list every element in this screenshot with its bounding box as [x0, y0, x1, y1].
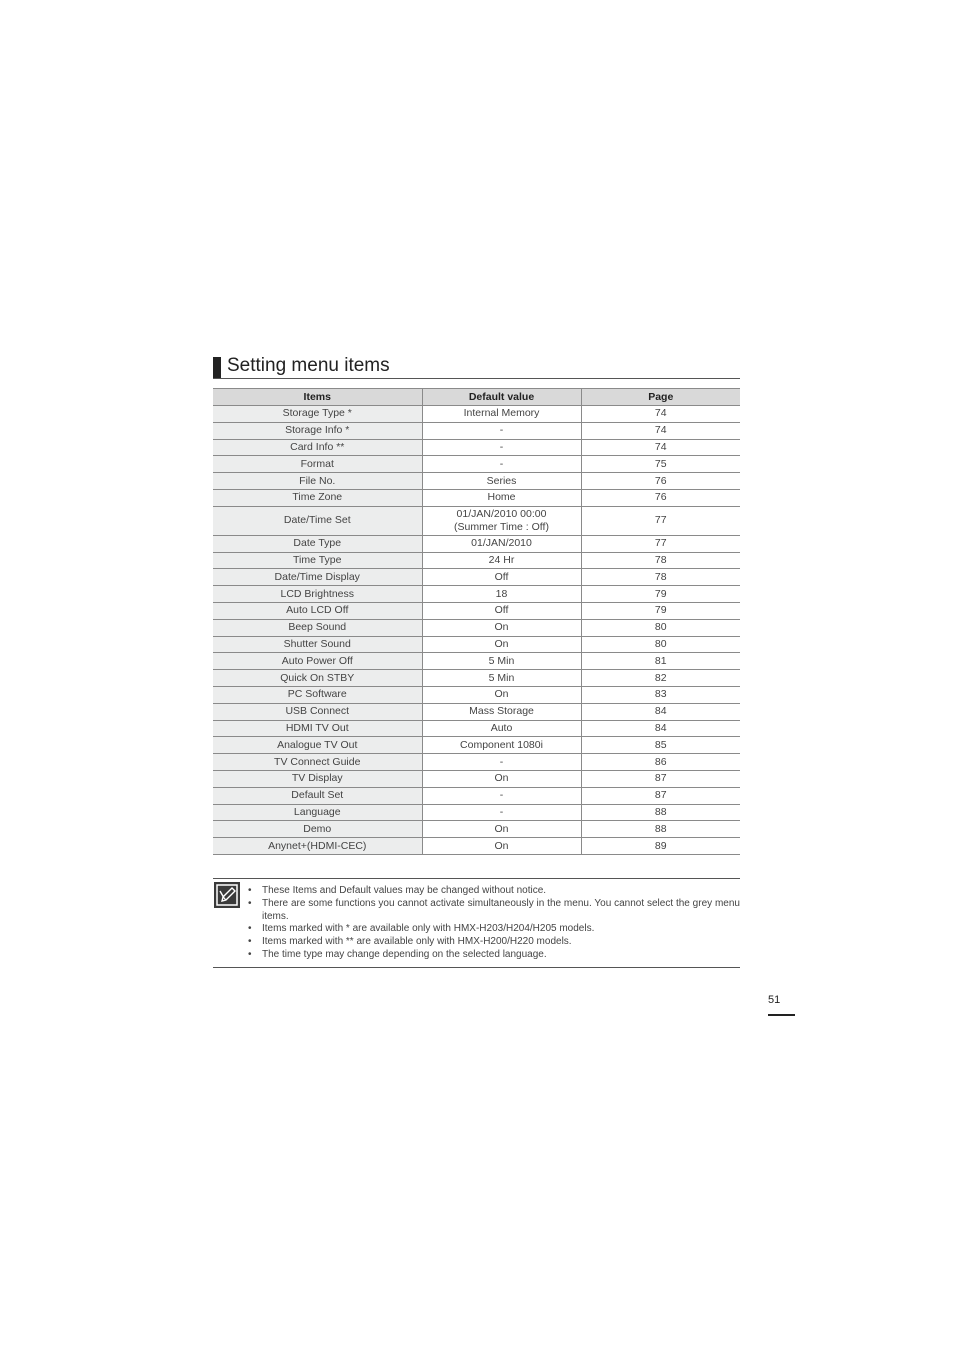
page-cell: 83	[581, 686, 740, 703]
table-row	[213, 569, 740, 586]
note-item	[248, 949, 740, 962]
default-value-cell: Series	[422, 473, 581, 490]
page-cell: 80	[581, 636, 740, 653]
item-name-cell: Storage Type *	[213, 406, 422, 423]
table-row	[213, 754, 740, 771]
section-header	[213, 354, 740, 379]
table-row	[213, 838, 740, 855]
page-cell: 87	[581, 770, 740, 787]
table-row	[213, 720, 740, 737]
page-cell: 88	[581, 804, 740, 821]
item-name-cell: Anynet+(HDMI-CEC)	[213, 838, 422, 855]
item-name-cell: Auto LCD Off	[213, 602, 422, 619]
table-row	[213, 552, 740, 569]
page-cell: 79	[581, 586, 740, 603]
note-item	[248, 885, 740, 898]
table-header-row	[213, 389, 740, 406]
page-cell: 84	[581, 703, 740, 720]
title-accent-bar	[213, 357, 221, 378]
item-name-cell: Time Type	[213, 552, 422, 569]
table-row	[213, 804, 740, 821]
note-item	[248, 936, 740, 949]
page-cell: 78	[581, 569, 740, 586]
default-value-cell: -	[422, 804, 581, 821]
table-row	[213, 787, 740, 804]
page-cell: 74	[581, 422, 740, 439]
item-name-cell: Default Set	[213, 787, 422, 804]
default-value-cell: On	[422, 636, 581, 653]
note-item	[248, 898, 740, 924]
page-cell: 76	[581, 473, 740, 490]
table-row	[213, 737, 740, 754]
table-body	[213, 406, 740, 855]
notes-list	[248, 885, 740, 962]
default-value-cell: On	[422, 686, 581, 703]
table-row	[213, 473, 740, 490]
default-value-cell: -	[422, 754, 581, 771]
default-value-cell: On	[422, 619, 581, 636]
page-cell: 88	[581, 821, 740, 838]
column-header-default-value: Default value	[422, 389, 581, 406]
default-value-cell: 24 Hr	[422, 552, 581, 569]
default-value-cell	[422, 506, 581, 535]
table-row	[213, 636, 740, 653]
page-cell: 85	[581, 737, 740, 754]
item-name-cell: Time Zone	[213, 489, 422, 506]
page-cell: 74	[581, 406, 740, 423]
default-value-line: (Summer Time : Off)	[454, 520, 549, 533]
item-name-cell: Storage Info *	[213, 422, 422, 439]
default-value-cell: Off	[422, 569, 581, 586]
item-name-cell: Format	[213, 456, 422, 473]
item-name-cell: Demo	[213, 821, 422, 838]
item-name-cell: TV Display	[213, 770, 422, 787]
table-row	[213, 586, 740, 603]
page-cell: 82	[581, 670, 740, 687]
item-name-cell: Auto Power Off	[213, 653, 422, 670]
settings-table	[213, 388, 740, 855]
default-value-cell: 18	[422, 586, 581, 603]
item-name-cell: Card Info **	[213, 439, 422, 456]
table-row	[213, 535, 740, 552]
column-header-items: Items	[213, 389, 422, 406]
default-value-cell: Off	[422, 602, 581, 619]
table-row	[213, 422, 740, 439]
table-row	[213, 439, 740, 456]
item-name-cell: Analogue TV Out	[213, 737, 422, 754]
default-value-cell: On	[422, 821, 581, 838]
item-name-cell: Beep Sound	[213, 619, 422, 636]
default-value-line: 01/JAN/2010 00:00	[456, 507, 547, 520]
table-row	[213, 456, 740, 473]
table-row	[213, 686, 740, 703]
bullet-icon: •	[248, 936, 252, 948]
table-row	[213, 653, 740, 670]
note-item	[248, 923, 740, 936]
item-name-cell: USB Connect	[213, 703, 422, 720]
page-cell: 80	[581, 619, 740, 636]
default-value-cell: Auto	[422, 720, 581, 737]
page-cell: 77	[581, 506, 740, 535]
item-name-cell: PC Software	[213, 686, 422, 703]
page-cell: 77	[581, 535, 740, 552]
notes-box	[213, 878, 740, 968]
page-title: Setting menu items	[227, 355, 390, 376]
item-name-cell: Date/Time Set	[213, 506, 422, 535]
column-header-page: Page	[581, 389, 740, 406]
bullet-icon: •	[248, 948, 252, 960]
item-name-cell: HDMI TV Out	[213, 720, 422, 737]
note-pencil-icon	[214, 882, 240, 908]
note-text: Items marked with * are available only with HMX-H203/H204/H205 models.	[262, 923, 595, 935]
table-row	[213, 406, 740, 423]
table-row	[213, 506, 740, 535]
page-cell: 75	[581, 456, 740, 473]
default-value-cell: 5 Min	[422, 670, 581, 687]
page-cell: 76	[581, 489, 740, 506]
default-value-cell: -	[422, 422, 581, 439]
default-value-cell: Home	[422, 489, 581, 506]
item-name-cell: Date/Time Display	[213, 569, 422, 586]
page-cell: 78	[581, 552, 740, 569]
table-row	[213, 821, 740, 838]
page-number: 51	[768, 993, 795, 1016]
table-row	[213, 619, 740, 636]
bullet-icon: •	[248, 897, 252, 909]
item-name-cell: LCD Brightness	[213, 586, 422, 603]
item-name-cell: Shutter Sound	[213, 636, 422, 653]
item-name-cell: TV Connect Guide	[213, 754, 422, 771]
default-value-cell: -	[422, 787, 581, 804]
default-value-cell: On	[422, 838, 581, 855]
item-name-cell: Language	[213, 804, 422, 821]
table-row	[213, 770, 740, 787]
table-row	[213, 489, 740, 506]
page-cell: 84	[581, 720, 740, 737]
default-value-cell: Component 1080i	[422, 737, 581, 754]
table-row	[213, 670, 740, 687]
bullet-icon: •	[248, 923, 252, 935]
default-value-cell: Internal Memory	[422, 406, 581, 423]
default-value-cell: -	[422, 439, 581, 456]
note-text: The time type may change depending on the selected language.	[262, 948, 547, 960]
note-text: Items marked with ** are available only with HMX-H200/H220 models.	[262, 936, 572, 948]
page-cell: 89	[581, 838, 740, 855]
default-value-cell: On	[422, 770, 581, 787]
bullet-icon: •	[248, 885, 252, 896]
item-name-cell: File No.	[213, 473, 422, 490]
page-cell: 74	[581, 439, 740, 456]
page-cell: 86	[581, 754, 740, 771]
default-value-cell: Mass Storage	[422, 703, 581, 720]
table-row	[213, 703, 740, 720]
default-value-cell: -	[422, 456, 581, 473]
page-cell: 81	[581, 653, 740, 670]
item-name-cell: Date Type	[213, 535, 422, 552]
table-row	[213, 602, 740, 619]
note-text: These Items and Default values may be changed without notice.	[262, 885, 547, 896]
note-text: There are some functions you cannot activate simultaneously in the menu. You cannot select the grey menu items.	[262, 897, 740, 922]
page-cell: 87	[581, 787, 740, 804]
default-value-cell: 5 Min	[422, 653, 581, 670]
item-name-cell: Quick On STBY	[213, 670, 422, 687]
default-value-cell: 01/JAN/2010	[422, 535, 581, 552]
page-cell: 79	[581, 602, 740, 619]
